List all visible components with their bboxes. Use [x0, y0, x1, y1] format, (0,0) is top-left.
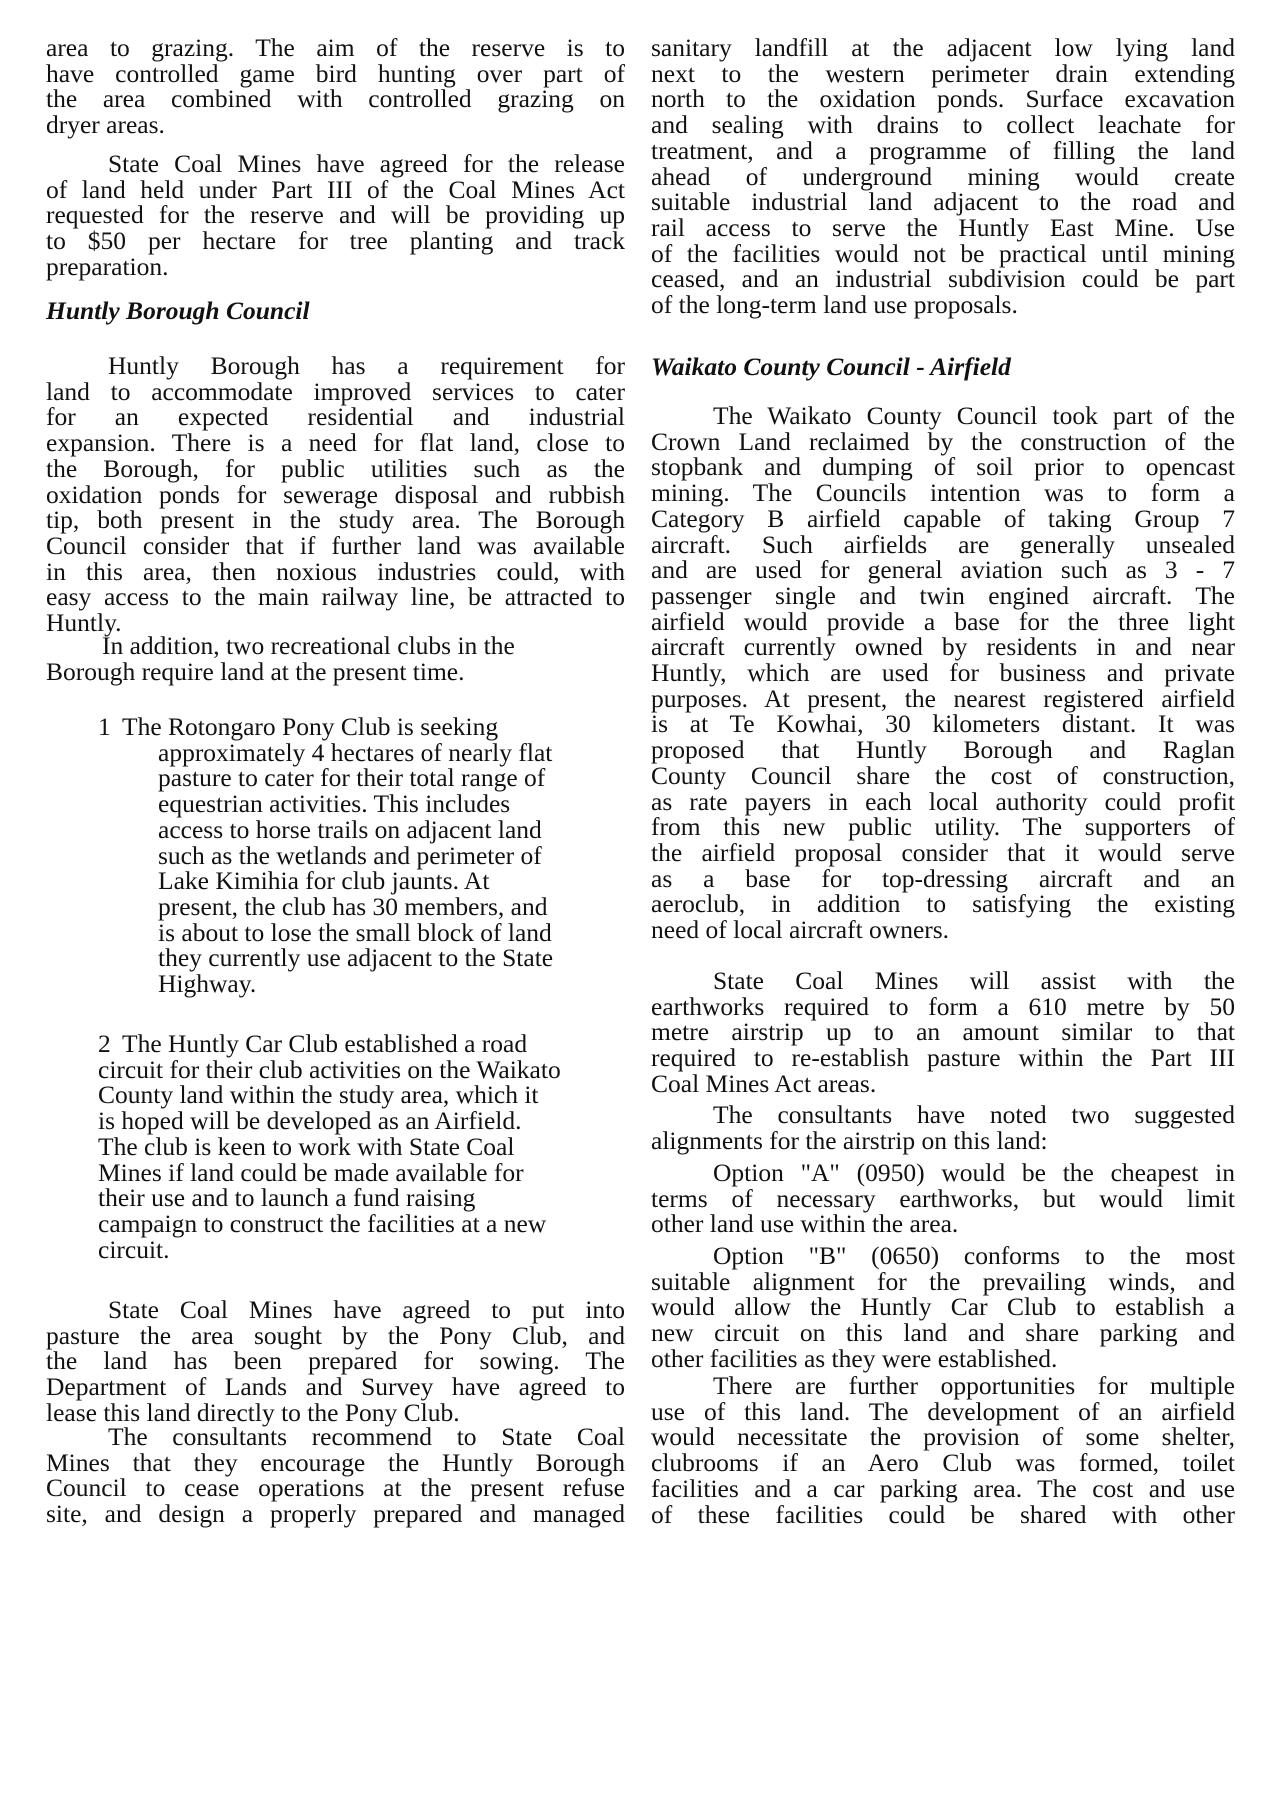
text-line: Department of Lands and Survey have agreed to	[46, 1372, 625, 1402]
text-line: suitable alignment for the prevailing winds, and	[651, 1266, 1235, 1296]
text-line: Option "A" (0950) would be the cheapest in	[713, 1158, 1235, 1187]
text-line: oxidation ponds for sewerage disposal and rubbish	[46, 479, 625, 509]
text-line: The Waikato County Council took part of the	[713, 401, 1235, 430]
text-line: State Coal Mines will assist with the	[713, 966, 1235, 995]
text-line: of these facilities could be shared with other	[651, 1499, 1235, 1529]
text-line: the Borough, for public utilities such as the	[46, 453, 625, 483]
section-heading-waikato-airfield: Waikato County Council - Airfield	[651, 352, 1011, 381]
list-item-text: The Rotongaro Pony Club is seeking	[122, 712, 499, 741]
text-line: suitable industrial land adjacent to the road and	[651, 187, 1235, 217]
text-line: other facilities as they were established.	[651, 1343, 1058, 1373]
text-line: would necessitate the provision of some shelter,	[651, 1422, 1235, 1452]
text-line: easy access to the main railway line, be attracted to	[46, 582, 625, 612]
text-line: Huntly Borough has a requirement for	[108, 351, 625, 380]
text-line: earthworks required to form a 610 metre by 50	[651, 991, 1235, 1021]
text-line: of the facilities would not be practical until mining	[651, 238, 1235, 268]
text-line: Lake Kimihia for club jaunts. At	[158, 866, 490, 896]
text-line: land to accommodate improved services to cater	[46, 376, 625, 406]
text-line: present, the club has 30 members, and	[158, 891, 548, 921]
text-line: they currently use adjacent to the State	[158, 943, 554, 973]
text-line: alignments for the airstrip on this land:	[651, 1125, 1048, 1155]
text-line: requested for the reserve and will be providing up	[46, 200, 625, 230]
text-line: the land has been prepared for sowing. The	[46, 1346, 625, 1376]
text-line: dryer areas.	[46, 110, 165, 140]
text-line: Borough require land at the present time.	[46, 656, 465, 686]
text-line: ceased, and an industrial subdivision could be part	[651, 264, 1235, 294]
list-item-text: The Huntly Car Club established a road	[122, 1029, 528, 1058]
text-line: rail access to serve the Huntly East Mine. Use	[651, 212, 1235, 242]
text-line: Mines if land could be made available for	[98, 1157, 524, 1187]
text-line: would allow the Huntly Car Club to establish a	[651, 1292, 1235, 1322]
text-line: Option "B" (0650) conforms to the most	[713, 1241, 1235, 1270]
text-line: In addition, two recreational clubs in the	[102, 631, 515, 660]
text-line: is hoped will be developed as an Airfield.	[98, 1106, 522, 1136]
text-line: The club is keen to work with State Coal	[98, 1131, 515, 1161]
text-line: area to grazing. The aim of the reserve is to	[46, 33, 625, 62]
text-line: is at Te Kowhai, 30 kilometers distant. It was	[651, 709, 1235, 739]
text-line: and are used for general aviation such as 3 - 7	[651, 555, 1235, 585]
text-line: The consultants have noted two suggested	[713, 1100, 1235, 1129]
text-line: such as the wetlands and perimeter of	[158, 840, 542, 870]
text-line: aeroclub, in addition to satisfying the existing	[651, 889, 1235, 919]
text-line: County Council share the cost of construction,	[651, 760, 1235, 790]
text-line: sanitary landfill at the adjacent low lying land	[651, 33, 1235, 62]
text-line: expansion. There is a need for flat land, close to	[46, 428, 625, 458]
text-line: treatment, and a programme of filling the land	[651, 135, 1235, 165]
text-line: pasture to cater for their total range of	[158, 763, 546, 793]
text-line: approximately 4 hectares of nearly flat	[158, 737, 553, 767]
text-line: The consultants recommend to State Coal	[108, 1422, 625, 1451]
text-line: and sealing with drains to collect leachate for	[651, 110, 1235, 140]
text-line: for an expected residential and industrial	[46, 402, 625, 432]
text-line: circuit.	[98, 1234, 170, 1264]
text-line: have controlled game bird hunting over part of	[46, 58, 625, 88]
text-line: aircraft. Such airfields are generally unsealed	[651, 529, 1235, 559]
text-line: lease this land directly to the Pony Club.	[46, 1397, 460, 1427]
text-line: their use and to launch a fund raising	[98, 1183, 476, 1213]
text-line: of the long-term land use proposals.	[651, 290, 1018, 319]
list-number: 1	[98, 712, 111, 741]
text-line: Crown Land reclaimed by the construction of the	[651, 426, 1235, 456]
text-line: aircraft currently owned by residents in and near	[651, 632, 1235, 662]
section-heading-huntly-borough-council: Huntly Borough Council	[46, 296, 310, 325]
text-line: proposed that Huntly Borough and Raglan	[651, 735, 1235, 765]
text-line: Council consider that if further land was available	[46, 530, 625, 560]
text-line: mining. The Councils intention was to form a	[651, 478, 1235, 508]
text-line: need of local aircraft owners.	[651, 915, 950, 944]
text-line: ahead of underground mining would create	[651, 161, 1235, 191]
text-line: clubrooms if an Aero Club was formed, toilet	[651, 1448, 1235, 1478]
text-line: purposes. At present, the nearest registered airfield	[651, 683, 1235, 713]
text-line: circuit for their club activities on the Waikato	[98, 1054, 561, 1084]
text-line: County land within the study area, which it	[98, 1080, 539, 1110]
text-line: north to the oxidation ponds. Surface excavation	[651, 84, 1235, 114]
text-line: as rate payers in each local authority could profit	[651, 786, 1235, 816]
text-line: in this area, then noxious industries could, with	[46, 556, 625, 586]
text-line: of land held under Part III of the Coal Mines Act	[46, 174, 625, 204]
text-line: to $50 per hectare for tree planting and track	[46, 226, 625, 256]
list-number: 2	[98, 1029, 111, 1058]
text-line: site, and design a properly prepared and managed	[46, 1499, 625, 1529]
text-line: Huntly.	[46, 608, 122, 637]
text-line: required to re-establish pasture within the Part III	[651, 1043, 1235, 1073]
text-line: preparation.	[46, 251, 169, 281]
text-line: metre airstrip up to an amount similar to that	[651, 1017, 1235, 1047]
text-line: is about to lose the small block of land	[158, 917, 552, 947]
text-line: terms of necessary earthworks, but would limit	[651, 1183, 1235, 1213]
text-line: State Coal Mines have agreed to put into	[108, 1295, 625, 1324]
text-line: from this new public utility. The supporters of	[651, 812, 1235, 842]
text-line: tip, both present in the study area. The Borough	[46, 505, 625, 535]
text-line: stopbank and dumping of soil prior to opencast	[651, 452, 1235, 482]
text-line: Mines that they encourage the Huntly Borough	[46, 1447, 625, 1477]
text-line: State Coal Mines have agreed for the release	[108, 149, 625, 178]
text-line: Council to cease operations at the present refuse	[46, 1473, 625, 1503]
text-line: equestrian activities. This includes	[158, 789, 511, 819]
text-line: Coal Mines Act areas.	[651, 1068, 877, 1098]
text-line: facilities and a car parking area. The cost and use	[651, 1473, 1235, 1503]
text-line: Huntly, which are used for business and private	[651, 658, 1235, 687]
text-line: use of this land. The development of an airfield	[651, 1396, 1235, 1426]
text-line: Highway.	[158, 969, 257, 998]
text-line: the airfield proposal consider that it would serve	[651, 837, 1235, 867]
text-line: the area combined with controlled grazing on	[46, 84, 625, 114]
text-line: as a base for top-dressing aircraft and an	[651, 863, 1235, 893]
text-line: airfield would provide a base for the three light	[651, 606, 1235, 636]
text-line: new circuit on this land and share parking and	[651, 1318, 1235, 1348]
text-line: access to horse trails on adjacent land	[158, 814, 542, 844]
text-line: pasture the area sought by the Pony Club, and	[46, 1320, 625, 1350]
text-line: passenger single and twin engined aircraft. The	[651, 580, 1235, 610]
text-line: next to the western perimeter drain extending	[651, 58, 1235, 88]
text-line: other land use within the area.	[651, 1209, 959, 1239]
text-line: campaign to construct the facilities at a new	[98, 1208, 547, 1238]
text-line: There are further opportunities for multiple	[713, 1371, 1235, 1400]
text-line: Category B airfield capable of taking Group 7	[651, 503, 1235, 533]
